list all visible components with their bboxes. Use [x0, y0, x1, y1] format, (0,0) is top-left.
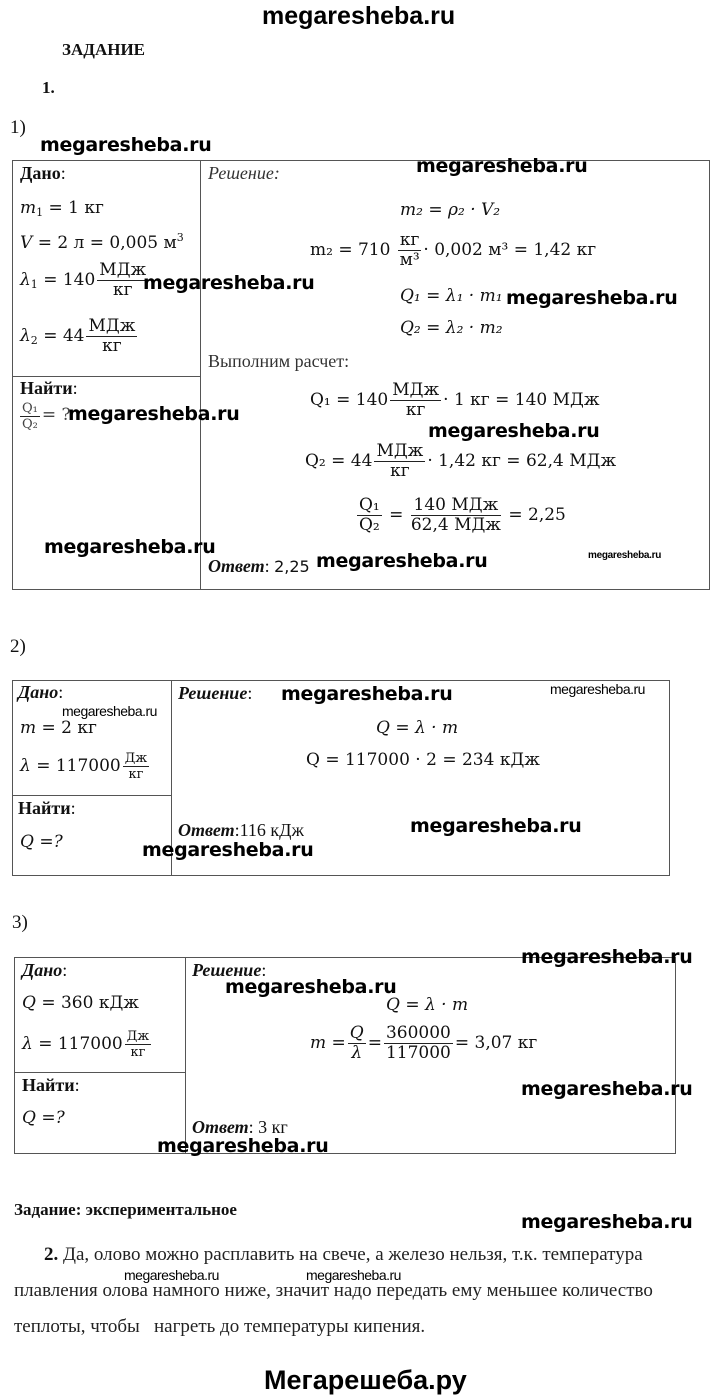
- section-title: ЗАДАНИЕ: [62, 40, 146, 59]
- given-lambda: λ = 117000 $\frac{Дж}{кг}$: [22, 1029, 150, 1060]
- watermark: megaresheba.ru: [410, 815, 582, 837]
- solution-line: m = $\frac{Q}{\lambda}$ = $\frac{360000}{117000}$ = 3,07 кг: [310, 1023, 538, 1063]
- find-title: Найти:: [18, 798, 76, 818]
- find-value: Q =?: [20, 832, 63, 852]
- solution-line: Q = 117000 · 2 = 234 кДж: [306, 750, 540, 770]
- find-title: Найти:: [20, 378, 78, 398]
- watermark: megaresheba.ru: [550, 681, 645, 697]
- watermark: megaresheba.ru: [316, 550, 488, 572]
- solution-line: Q = λ · m: [386, 995, 469, 1015]
- calc-line: Q₁ = 140 $\frac{\text{МДж}}{кг}$ · 1 кг = 140 МДж: [310, 380, 600, 420]
- find-ratio: $\frac{\text{Q₁}}{\text{Q₂}}$ = ?: [22, 401, 71, 432]
- watermark: megaresheba.ru: [281, 683, 453, 705]
- solution-title: Решение:: [192, 960, 267, 980]
- watermark: megaresheba.ru: [157, 1135, 329, 1157]
- calc-line: $\frac{\text{Q₁}}{\text{Q₂}}$ = $\frac{\text{140 МДж}}{\text{62,4 МДж}}$ = 2,25: [359, 495, 566, 535]
- solution-title: Решение:: [178, 683, 253, 703]
- given-heat: Q = 360 кДж: [22, 993, 139, 1013]
- table-divider: [12, 795, 172, 796]
- watermark-header: megaresheba.ru: [262, 2, 456, 30]
- answer: Ответ:116 кДж: [178, 820, 304, 840]
- given-lambda2: $\lambda_2 = 44$ $\frac{\text{МДж}}{кг}$: [20, 316, 136, 356]
- watermark-footer: Мегарешеба.ру: [264, 1365, 467, 1395]
- watermark: megaresheba.ru: [143, 272, 315, 294]
- problem-1-label: 1): [10, 117, 26, 138]
- given-lambda1: $\lambda_1 = 140$ $\frac{\text{МДж}}{кг}$: [20, 260, 147, 300]
- given-title: Дано:: [18, 682, 64, 702]
- given-title: Дано:: [20, 163, 66, 183]
- problem-2-label: 2): [10, 636, 26, 657]
- watermark: megaresheba.ru: [62, 703, 157, 719]
- solution-line: Q₁ = λ₁ · m₁: [400, 286, 503, 306]
- solution-line: Q = λ · m: [376, 718, 459, 738]
- given-volume: V = 2 л = 0,005 $м^3$: [20, 231, 184, 253]
- table-divider: [12, 376, 201, 377]
- experimental-line-1: 2. Да, олово можно расплавить на свече, а железо нельзя, т.к. температура: [44, 1244, 643, 1265]
- answer: Ответ: 3 кг: [192, 1117, 288, 1137]
- calc-line: Q₂ = 44 $\frac{\text{МДж}}{кг}$ · 1,42 кг = 62,4 МДж: [305, 441, 617, 481]
- given-lambda: λ = 117000 $\frac{Дж}{кг}$: [20, 751, 148, 782]
- find-value: Q =?: [22, 1108, 65, 1128]
- watermark: megaresheba.ru: [428, 420, 600, 442]
- watermark: megaresheba.ru: [225, 976, 397, 998]
- watermark: megaresheba.ru: [142, 839, 314, 861]
- task-number: 1.: [42, 78, 55, 97]
- solution-line: m₂ = ρ₂ · V₂: [400, 200, 501, 220]
- table-divider: [14, 1072, 186, 1073]
- experimental-line-3: теплоты, чтобы нагреть до температуры кипения.: [14, 1316, 426, 1337]
- problem-3-label: 3): [12, 912, 28, 933]
- watermark: megaresheba.ru: [521, 1211, 693, 1233]
- watermark: megaresheba.ru: [68, 403, 240, 425]
- calc-label: Выполним расчет:: [208, 351, 350, 371]
- watermark: megaresheba.ru: [588, 550, 662, 561]
- table-divider: [185, 957, 186, 1154]
- watermark: megaresheba.ru: [306, 1267, 401, 1283]
- find-title: Найти:: [22, 1075, 80, 1095]
- watermark: megaresheba.ru: [521, 946, 693, 968]
- watermark: megaresheba.ru: [416, 155, 588, 177]
- given-mass: m = 2 кг: [20, 718, 97, 738]
- watermark: megaresheba.ru: [124, 1267, 219, 1283]
- answer: Ответ: 2,25: [208, 556, 310, 576]
- watermark: megaresheba.ru: [40, 134, 212, 156]
- watermark: megaresheba.ru: [521, 1078, 693, 1100]
- given-m1: $m_1 = 1$ кг: [20, 198, 104, 219]
- experimental-line-2: плавления олова намного ниже, значит надо передать ему меньшее количество: [14, 1280, 653, 1301]
- experimental-title: Задание: экспериментальное: [14, 1200, 237, 1219]
- table-divider: [200, 160, 201, 590]
- watermark: megaresheba.ru: [44, 536, 216, 558]
- solution-line: m₂ = 710 $\frac{кг}{\text{м³}}$ · 0,002 м³ = 1,42 кг: [310, 230, 597, 270]
- solution-line: Q₂ = λ₂ · m₂: [400, 318, 503, 338]
- watermark: megaresheba.ru: [506, 287, 678, 309]
- given-title: Дано:: [22, 960, 68, 980]
- solution-title: Решение:: [208, 163, 280, 183]
